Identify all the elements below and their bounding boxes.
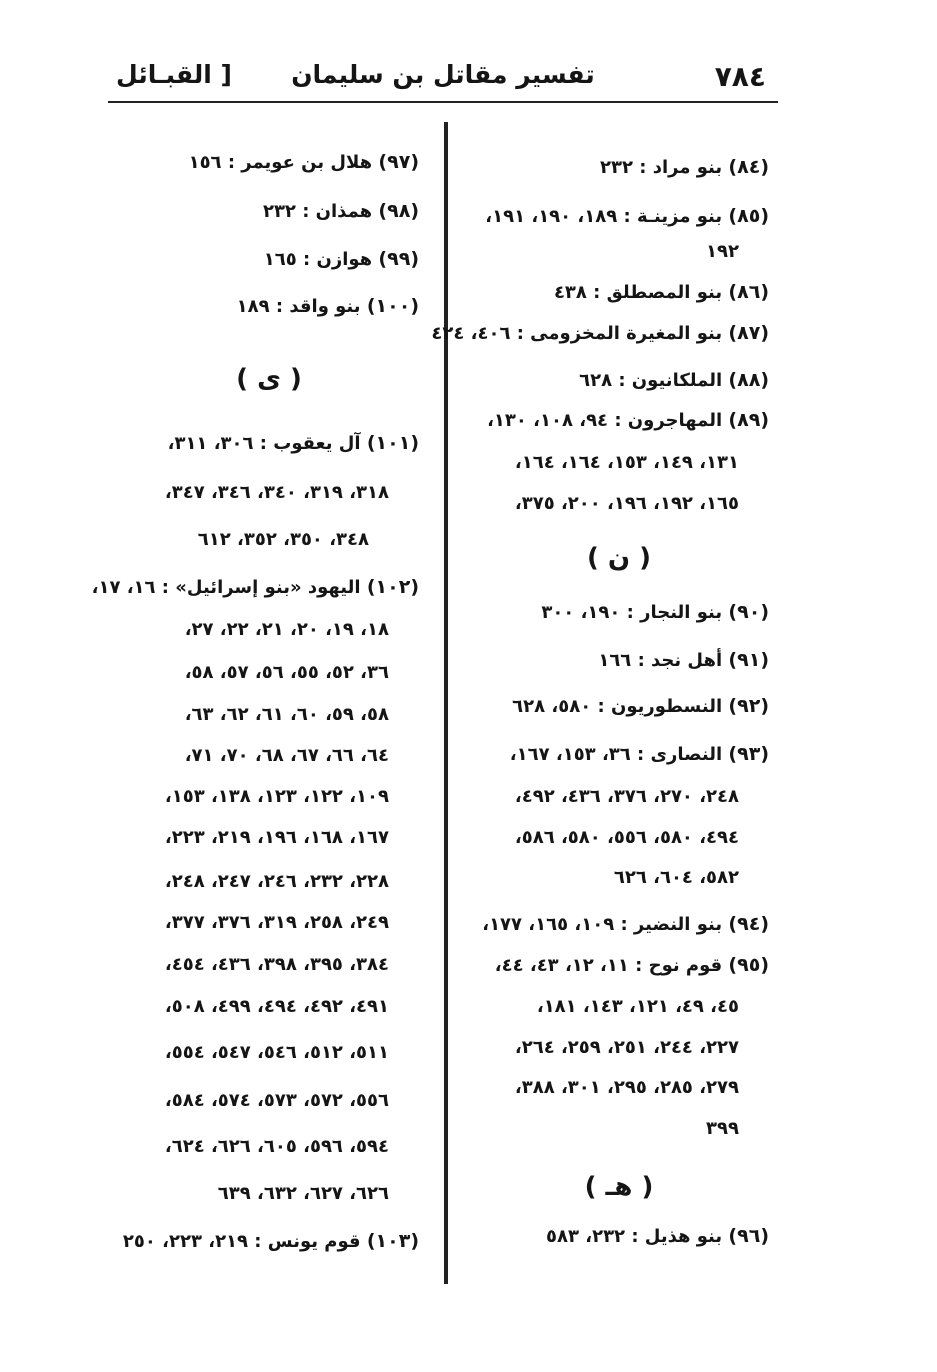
- index-entry: (١٠٣) قوم يونس : ٢١٩، ٢٢٣، ٢٥٠: [122, 1230, 419, 1252]
- index-entry: (٩٥) قوم نوح : ١١، ١٢، ٤٣، ٤٤،: [494, 954, 769, 976]
- index-entry-continuation: ١٦٥، ١٩٢، ١٩٦، ٢٠٠، ٣٧٥،: [514, 493, 739, 514]
- index-entry: (١٠٠) بنو واقد : ١٨٩: [236, 295, 419, 317]
- letter-heading: ( ى ): [236, 364, 302, 394]
- index-entry-continuation: ٣١٨، ٣١٩، ٣٤٠، ٣٤٦، ٣٤٧،: [164, 482, 389, 503]
- index-entry-continuation: ١٠٩، ١٢٢، ١٢٣، ١٣٨، ١٥٣،: [164, 786, 389, 807]
- index-entry: (٩٠) بنو النجار : ١٩٠، ٣٠٠: [541, 601, 769, 623]
- running-header: [108, 56, 778, 100]
- index-entry-continuation: ٢٧٩، ٢٨٥، ٢٩٥، ٣٠١، ٣٨٨،: [514, 1077, 739, 1098]
- index-entry: (٨٥) بنو مزينـة : ١٨٩، ١٩٠، ١٩١،: [485, 205, 769, 227]
- index-entry-continuation: ٢٢٨، ٢٣٢، ٢٤٦، ٢٤٧، ٢٤٨،: [164, 871, 389, 892]
- index-entry: (٩٣) النصارى : ٣٦، ١٥٣، ١٦٧،: [509, 743, 769, 765]
- index-entry-continuation: ١٦٧، ١٦٨، ١٩٦، ٢١٩، ٢٢٣،: [164, 827, 389, 848]
- index-entry-continuation: ٥٨، ٥٩، ٦٠، ٦١، ٦٢، ٦٣،: [184, 704, 389, 725]
- index-entry: (٩٨) همذان : ٢٣٢: [262, 200, 419, 222]
- index-entry: (٩١) أهل نجد : ١٦٦: [598, 649, 769, 671]
- index-entry: (٩٦) بنو هذيل : ٢٣٢، ٥٨٣: [546, 1225, 769, 1247]
- index-entry-continuation: ١٩٢: [706, 241, 739, 262]
- index-entry: (٩٤) بنو النضير : ١٠٩، ١٦٥، ١٧٧،: [482, 913, 769, 935]
- index-entry: (٨٤) بنو مراد : ٢٣٢: [600, 156, 769, 178]
- index-entry-continuation: ٥٨٢، ٦٠٤، ٦٢٦: [613, 867, 739, 888]
- index-entry-continuation: ٣٦، ٥٢، ٥٥، ٥٦، ٥٧، ٥٨،: [184, 662, 389, 683]
- letter-heading: ( ن ): [586, 543, 652, 573]
- index-entry-continuation: ٣٤٨، ٣٥٠، ٣٥٢، ٦١٢: [197, 529, 369, 550]
- index-entry-continuation: ٤٥، ٤٩، ١٢١، ١٤٣، ١٨١،: [536, 996, 739, 1017]
- index-entry-continuation: ٦٤، ٦٦، ٦٧، ٦٨، ٧٠، ٧١،: [184, 745, 389, 766]
- index-entry: (١٠١) آل يعقوب : ٣٠٦، ٣١١،: [167, 432, 419, 454]
- index-entry-continuation: ٤٩١، ٤٩٢، ٤٩٤، ٤٩٩، ٥٠٨،: [164, 996, 389, 1017]
- index-entry-continuation: ٣٨٤، ٣٩٥، ٣٩٨، ٤٣٦، ٤٥٤،: [164, 954, 389, 975]
- index-entry: (٨٧) بنو المغيرة المخزومى : ٤٠٦، ٤٢٤: [431, 322, 769, 344]
- index-entry: (٨٩) المهاجرون : ٩٤، ١٠٨، ١٣٠،: [487, 409, 769, 431]
- letter-heading: ( هـ ): [584, 1172, 654, 1202]
- index-entry: (٨٦) بنو المصطلق : ٤٣٨: [553, 281, 769, 303]
- index-entry-continuation: ٢٤٩، ٢٥٨، ٣١٩، ٣٧٦، ٣٧٧،: [164, 912, 389, 933]
- index-entry: (٩٩) هوازن : ١٦٥: [263, 248, 419, 270]
- page-number: ٧٨٤: [714, 60, 766, 93]
- book-title: تفسير مقاتل بن سليمان: [291, 60, 595, 89]
- index-entry-continuation: ٦٢٦، ٦٢٧، ٦٣٢، ٦٣٩: [217, 1183, 389, 1204]
- index-entry: (٨٨) الملكانيون : ٦٢٨: [579, 369, 769, 391]
- section-title: [ القبـائل: [116, 60, 232, 89]
- header-rule: [108, 101, 778, 103]
- index-entry-continuation: ٥١١، ٥١٢، ٥٤٦، ٥٤٧، ٥٥٤،: [164, 1042, 389, 1063]
- index-entry-continuation: ١٣١، ١٤٩، ١٥٣، ١٦٤، ١٦٤،: [514, 452, 739, 473]
- index-entry-continuation: ٢٢٧، ٢٤٤، ٢٥١، ٢٥٩، ٢٦٤،: [514, 1037, 739, 1058]
- column-divider: [444, 122, 448, 1284]
- index-entry-continuation: ٥٥٦، ٥٧٢، ٥٧٣، ٥٧٤، ٥٨٤،: [164, 1090, 389, 1111]
- index-entry: (١٠٢) اليهود «بنو إسرائيل» : ١٦، ١٧،: [91, 576, 419, 598]
- index-entry-continuation: ٥٩٤، ٥٩٦، ٦٠٥، ٦٢٦، ٦٢٤،: [164, 1136, 389, 1157]
- index-entry: (٩٢) النسطوريون : ٥٨٠، ٦٢٨: [512, 695, 769, 717]
- index-entry-continuation: ٤٩٤، ٥٨٠، ٥٥٦، ٥٨٠، ٥٨٦،: [514, 827, 739, 848]
- index-entry-continuation: ٢٤٨، ٢٧٠، ٣٧٦، ٤٣٦، ٤٩٢،: [514, 786, 739, 807]
- index-entry-continuation: ٣٩٩: [706, 1118, 739, 1139]
- index-entry-continuation: ١٨، ١٩، ٢٠، ٢١، ٢٢، ٢٧،: [184, 619, 389, 640]
- index-entry: (٩٧) هلال بن عويمر : ١٥٦: [188, 151, 419, 173]
